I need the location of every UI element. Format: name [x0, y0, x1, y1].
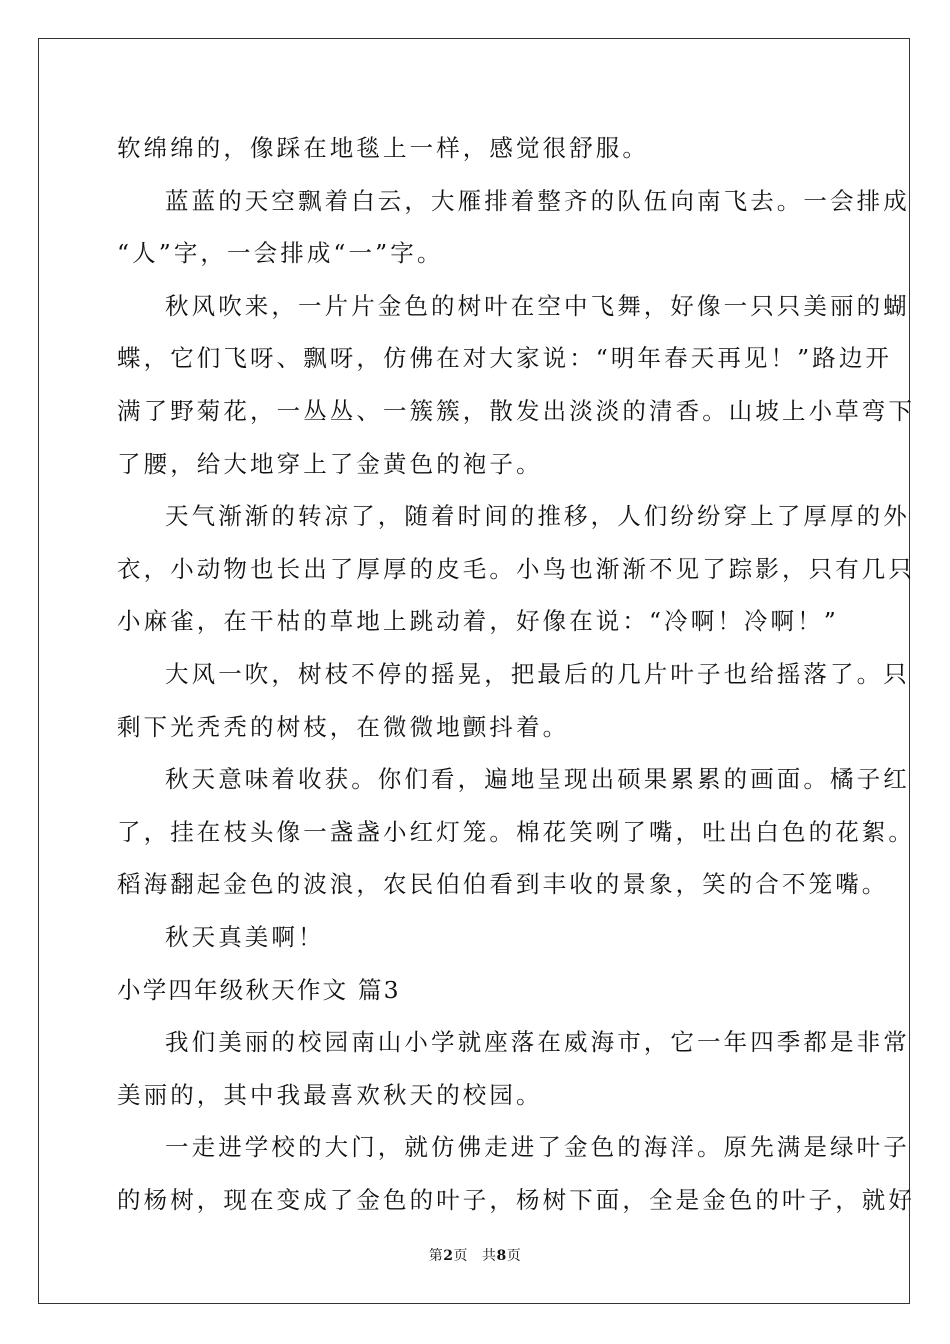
- text-line: 稻海翻起金色的波浪，农民伯伯看到丰收的景象，笑的合不笼嘴。: [117, 870, 889, 899]
- page-number: 2: [443, 1248, 454, 1264]
- page-footer: [0, 1246, 950, 1266]
- text-line: 了腰，给大地穿上了金黄色的袍子。: [117, 449, 543, 478]
- text-line: 剩下光秃秃的树枝，在微微地颤抖着。: [117, 712, 570, 741]
- total-label-suffix: 页: [506, 1248, 522, 1264]
- paragraph-line: 大风一吹，树枝不停的摇晃，把最后的几片叶子也给摇落了。只: [165, 659, 910, 688]
- text-line: 满了野菊花，一丛丛、一簇簇，散发出淡淡的清香。山坡上小草弯下: [117, 396, 915, 425]
- text-line: 美丽的，其中我最喜欢秋天的校园。: [117, 1080, 543, 1109]
- paragraph-line: 秋风吹来，一片片金色的树叶在空中飞舞，好像一只只美丽的蝴: [165, 291, 910, 320]
- text-line: 衣，小动物也长出了厚厚的皮毛。小鸟也渐渐不见了踪影，只有几只: [117, 554, 915, 583]
- total-label-prefix: 共: [482, 1248, 497, 1264]
- text-line: 软绵绵的，像踩在地毯上一样，感觉很舒服。: [117, 134, 649, 162]
- paragraph-line: 秋天真美啊！: [165, 922, 325, 951]
- text-line: 了，挂在枝头像一盏盏小红灯笼。棉花笑咧了嘴，吐出白色的花絮。: [117, 817, 915, 846]
- text-line: 蝶，它们飞呀、飘呀，仿佛在对大家说：“明年春天再见！”路边开: [117, 344, 893, 373]
- paragraph-line: 天气渐渐的转凉了，随着时间的推移，人们纷纷穿上了厚厚的外: [165, 502, 910, 531]
- text-line: 小麻雀，在干枯的草地上跳动着，好像在说：“冷啊！冷啊！”: [117, 607, 839, 636]
- page-label-prefix: 第: [428, 1248, 444, 1264]
- total-pages: 8: [496, 1248, 507, 1264]
- paragraph-line: 秋天意味着收获。你们看，遍地呈现出硕果累累的画面。橘子红: [165, 765, 910, 794]
- paragraph-line: 一走进学校的大门，就仿佛走进了金色的海洋。原先满是绿叶子: [165, 1133, 910, 1162]
- text-line: “人”字，一会排成“一”字。: [117, 239, 444, 268]
- text-line: 的杨树，现在变成了金色的叶子，杨树下面，全是金色的叶子，就好: [117, 1185, 915, 1214]
- paragraph-line: 我们美丽的校园南山小学就座落在威海市，它一年四季都是非常: [165, 1028, 910, 1057]
- paragraph-line: 蓝蓝的天空飘着白云，大雁排着整齐的队伍向南飞去。一会排成: [165, 186, 910, 215]
- document-body: [117, 128, 915, 1232]
- page-label-suffix: 页: [453, 1248, 468, 1264]
- section-heading: 小学四年级秋天作文 篇3: [117, 975, 401, 1004]
